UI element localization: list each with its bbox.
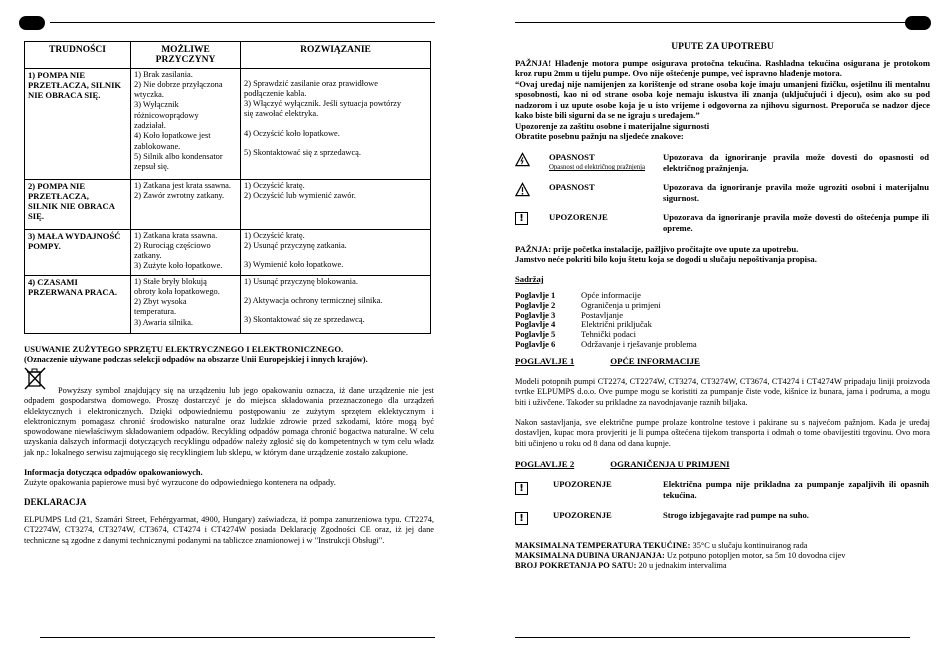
page-title: UPUTE ZA UPOTREBU — [671, 42, 774, 52]
table-header-problem: TRUDNOŚCI — [25, 42, 131, 69]
intro-warning: PAŽNJA! Hlađenje motora pumpe osigurava protočna tekućina. Rashladna tekućina osigurana je protokom kroz rupu 2mm u tijelu pumpe. Ovo nije oštećenje pumpe, već ispravno hlađenje motora. — [515, 58, 930, 79]
spec-value: Uz potpuno potopljen motor, sa 5m 10 dovodna cijev — [664, 551, 846, 560]
toc-key: Poglavlje 1 — [515, 290, 556, 300]
safety-line: Upozorenje za zaštitu osobne i materijalne sigurnosti — [515, 121, 710, 131]
toc-key: Poglavlje 6 — [515, 338, 556, 349]
warning-title: UPOZORENJE — [549, 212, 608, 222]
chapter2-heading — [515, 459, 730, 469]
solution-line: 3) Skontaktować się ze sprzedawcą. — [244, 315, 365, 325]
solution-cell — [241, 229, 431, 275]
page-marker — [19, 16, 45, 30]
cause-line: 4) Koło łopatkowe jest — [134, 131, 211, 141]
exclamation-icon: ! — [515, 482, 528, 495]
problem-line: PRZETŁACZA, — [28, 190, 89, 201]
toc-value: Ograničenja u primjeni — [581, 299, 661, 310]
cause-line: 2) Rurociąg częściowo — [134, 240, 211, 250]
warning-row — [515, 479, 930, 505]
warning-text: Upozorava da ignoriranje pravila može dovesti do oštećenja pumpe ili opreme. — [663, 212, 929, 233]
solution-line: 5) Skontaktować się z sprzedawcą. — [244, 148, 361, 158]
causes-cell — [131, 68, 241, 179]
problem-line: 4) CZASAMI — [28, 276, 78, 287]
spec-line — [515, 551, 930, 561]
problem-line: SIĘ. — [28, 211, 45, 222]
warning-title: OPASNOST — [549, 152, 595, 162]
usage-quote: “Ovaj uređaj nije namijenjen za korištenje od strane osoba koje imaju umanjeni fizičku, osjetilnu ili mentalnu sposobnosti, kao ni od strane osoba koje nemaju iskustva ili znanja (uključujući i djecu), osim ako su pod nadzorom i uz upute osobe koja je u isto vrijeme i odgovorna za njihovu sigurnost. Preporuča se nadzor djece kako biste bili sigurni da se ne igraju s uređajem.” — [515, 79, 930, 120]
problem-cell — [25, 229, 131, 275]
causes-cell — [131, 229, 241, 275]
solution-line: 1) Usunąć przyczynę blokowania. — [244, 276, 358, 286]
troubleshooting-table — [24, 41, 431, 334]
electric-hazard-icon — [515, 152, 530, 167]
header-rule — [50, 22, 435, 23]
chapter1-number: POGLAVLJE 1 — [515, 356, 575, 366]
table-row — [25, 179, 431, 229]
solution-line: 1) Oczyścić kratę. — [244, 180, 305, 190]
cause-line: 3) Zużyte koło łopatkowe. — [134, 261, 223, 271]
cause-line: zatkany. — [134, 251, 162, 261]
solution-line: 3) Włączyć wyłącznik. Jeśli sytuacja powtórzy — [244, 99, 402, 109]
table-row — [25, 275, 431, 333]
chapter2-title: OGRANIČENJA U PRIMJENI — [610, 459, 730, 469]
spec-label: BROJ POKRETANJA PO SATU: — [515, 561, 637, 570]
warning-title: UPOZORENJE — [553, 479, 612, 489]
install-attention: PAŽNJA: prije početka instalacije, pažljivo pročitajte ove upute za upotrebu. — [515, 244, 799, 254]
toc-value: Opće informacije — [581, 290, 641, 300]
footer-rule — [40, 637, 435, 638]
cause-line: obroty koła łopatkowego. — [134, 286, 220, 296]
cause-line: 2) Zawór zwrotny zatkany. — [134, 190, 225, 200]
chapter1-title: OPĆE INFORMACIJE — [610, 356, 700, 366]
problem-line: POMPY. — [28, 240, 61, 251]
warning-text: Upozorava da ignoriranje pravila može dovesti do opasnosti od električnog pražnjenja. — [663, 152, 929, 173]
cause-line: 1) Zatkana krata ssawna. — [134, 230, 218, 240]
problem-cell — [25, 179, 131, 229]
packaging-title: Informacja dotycząca odpadów opakowaniowych. — [24, 468, 203, 477]
cause-line: zadziałał. — [134, 121, 166, 131]
solution-line: podłączenie kabla. — [244, 88, 307, 98]
toc-value: Električni priključak — [581, 319, 652, 330]
packaging-body: Zużyte opakowania papierowe musi być wyrzucone do odpowiedniego kontenera na odpady. — [24, 478, 336, 487]
general-hazard-icon — [515, 182, 530, 197]
toc-key: Poglavlje 3 — [515, 309, 556, 320]
chapter2-number: POGLAVLJE 2 — [515, 459, 575, 469]
declaration-title: DEKLARACJA — [24, 497, 87, 507]
solution-line: się zawołać elektryka. — [244, 109, 319, 119]
cause-line: 3) Awaria silnika. — [134, 317, 194, 327]
table-row — [25, 68, 431, 179]
cause-line: 2) Zbyt wysoka — [134, 297, 187, 307]
warning-text: Upozorava da ignoriranje pravila može ugroziti osobni i materijalnu sigurnost. — [663, 182, 929, 203]
spec-value: 35°C u slučaju kontinuiranog rada — [690, 541, 808, 550]
warning-row — [515, 510, 930, 532]
list-item — [515, 340, 697, 350]
table-of-contents — [515, 291, 697, 350]
cause-line: 1) Stałe bryły blokują — [134, 276, 207, 286]
problem-line: NIE OBRACA SIĘ. — [28, 90, 101, 101]
warning-subtitle: Opasnost od električnog pražnjenja — [549, 164, 646, 171]
toc-value: Tehnički podaci — [581, 329, 636, 340]
solution-line: 2) Usunąć przyczynę zatkania. — [244, 240, 347, 250]
cause-line: 1) Brak zasilania. — [134, 69, 193, 79]
warning-row — [515, 182, 930, 206]
solution-cell — [241, 179, 431, 229]
table-row — [25, 229, 431, 275]
warning-title: OPASNOST — [549, 182, 595, 192]
weee-subtitle: (Oznaczenie używane podczas selekcji odpadów na obszarze Unii Europejskiej i innych krajów). — [24, 355, 368, 364]
chapter1-heading — [515, 356, 700, 366]
toc-title: Sadržaj — [515, 274, 544, 284]
attention-line: Obratite posebnu pažnju na sljedeće znakove: — [515, 131, 684, 141]
solution-line: 2) Oczyścić lub wymienić zawór. — [244, 190, 356, 200]
page-marker — [905, 16, 931, 30]
table-header-solution: ROZWIĄZANIE — [241, 42, 431, 69]
solution-line: 2) Sprawdzić zasilanie oraz prawidłowe — [244, 78, 378, 88]
causes-cell — [131, 275, 241, 333]
cause-line: zablokowane. — [134, 141, 181, 151]
problem-cell — [25, 68, 131, 179]
warning-title: UPOZORENJE — [553, 510, 612, 520]
toc-key: Poglavlje 5 — [515, 329, 556, 340]
warning-row — [515, 152, 930, 176]
problem-cell — [25, 275, 131, 333]
guarantee-note: Jamstvo neće pokriti bilo koju štetu koja se dogodi u slučaju nepoštivanja propisa. — [515, 254, 817, 264]
toc-value: Postavljanje — [581, 309, 624, 320]
problem-line: 3) MAŁA WYDAJNOŚĆ — [28, 230, 121, 241]
cause-line: zepsuł się. — [134, 162, 169, 172]
cause-line: 2) Nie dobrze przyłączona — [134, 79, 223, 89]
cause-line: 1) Zatkana jest krata ssawna. — [134, 180, 231, 190]
header-rule — [515, 22, 910, 23]
warning-row — [515, 212, 930, 236]
causes-cell — [131, 179, 241, 229]
exclamation-icon: ! — [515, 512, 528, 525]
toc-value: Održavanje i rješavanje problema — [581, 338, 697, 349]
table-header-row — [25, 42, 431, 69]
cause-line: 3) Wyłącznik — [134, 100, 179, 110]
spec-line — [515, 541, 930, 551]
solution-line: 1) Oczyścić kratę. — [244, 230, 305, 240]
chapter1-paragraph-2: Nakon sastavljanja, sve električne pumpe prolaze kontrolne testove i pakirane su s najvećom pažnjom. Kada je uređaj dostavljen, kupac mora provjeriti je li pumpa oštećena tijekom transporta i odmah o tome obavijestiti trgovinu. Ovo mora biti učinjeno u roku od 8 dana od dana kupnje. — [515, 418, 930, 448]
toc-key: Poglavlje 2 — [515, 299, 556, 310]
problem-line: PRZETŁACZA, SILNIK — [28, 79, 122, 90]
cause-line: 5) Silnik albo kondensator — [134, 151, 223, 161]
problem-line: 1) POMPA NIE — [28, 69, 86, 80]
solution-line: 4) Oczyścić koło łopatkowe. — [244, 128, 340, 138]
spec-label: MAKSIMALNA DUBINA URANJANJA: — [515, 551, 665, 560]
cause-line: wtyczka. — [134, 90, 164, 100]
solution-line: 2) Aktywacja ochrony termicznej silnika. — [244, 295, 383, 305]
solution-line: 3) Wymienić koło łopatkowe. — [244, 260, 344, 270]
problem-line: SILNIK NIE OBRACA — [28, 201, 115, 212]
toc-key: Poglavlje 4 — [515, 319, 556, 330]
solution-cell — [241, 275, 431, 333]
footer-rule — [515, 637, 910, 638]
chapter1-paragraph-1: Modeli potopnih pumpi CT2274, CT2274W, CT3274, CT3274W, CT3674, CT4274 i CT4274W pripadaju liniji proizvoda tvrtke ELPUMPS d.o.o. Ove pumpe mogu se koristiti za pumpanje čiste vode, kišnice iz bunara, jama i podruma, a mogu biti i uživčene. Također su prikladne za navodnjavanje raznih biljaka. — [515, 377, 930, 407]
spec-label: MAKSIMALNA TEMPERATURA TEKUĆINE: — [515, 541, 691, 550]
declaration-body: ELPUMPS Ltd (21, Szamári Street, Fehérgyarmat, 4900, Hungary) zaświadcza, iż pompa zanurzeniowa typu. CT2274, CT2274W, CT3274, CT3274W, CT3674, CT4274 i CT4274W posiada Deklarację Zgodności CE oraz, iż jej dane techniczne są zgodne z danymi technicznymi podanymi na tabliczce znamionowej i w "Instrukcji Obsługi". — [24, 515, 434, 545]
solution-cell — [241, 68, 431, 179]
spec-line — [515, 561, 930, 571]
warning-text: Strogo izbjegavajte rad pumpe na suho. — [663, 510, 809, 520]
spec-value: 20 u jednakim intervalima — [636, 561, 727, 570]
cause-line: różnicowoprądowy — [134, 110, 199, 120]
problem-line: 2) POMPA NIE — [28, 180, 86, 191]
problem-line: PRZERWANA PRACA. — [28, 286, 117, 297]
warning-text: Električna pumpa nije prikladna za pumpanje zapaljivih ili opasnih tekućina. — [663, 479, 929, 500]
cause-line: temperatura. — [134, 307, 177, 317]
table-header-causes: MOŻLIWE PRZYCZYNY — [131, 42, 241, 69]
exclamation-icon: ! — [515, 212, 528, 225]
weee-title: USUWANIE ZUŻYTEGO SPRZĘTU ELEKTRYCZNEGO I ELEKTRONICZNEGO. — [24, 344, 344, 354]
weee-body: Powyższy symbol znajdujący się na urządzeniu lub jego opakowaniu oznacza, iż dane urządzenie nie jest odpadem gospodarstwa domowego. Proszę dostarczyć je do miejsca składowania przeznaczonego dla urządzeń eklektycznych i elektronicznych. Dzięki odpowiedniemu postępowaniu ze zużytym sprzętem eklektycznym i elektronicznym pomagasz chronić środowisko naturalne oraz ludzkie zdrowie przed szkodami, które mogą być spowodowane niewłaściwym składowaniem odpadów. Recykling odpadów pomaga chronić bogactwa naturalne. W celu uzyskania dalszych informacji dotyczących recyklingu odpadów należy zgłosić się do kompetentnych w tym celu władz jak np.: lokalnego serwisu zajmującego się recyklingiem lub sklepu, w którym dane urządzenie zostało zakupione. — [24, 386, 434, 457]
